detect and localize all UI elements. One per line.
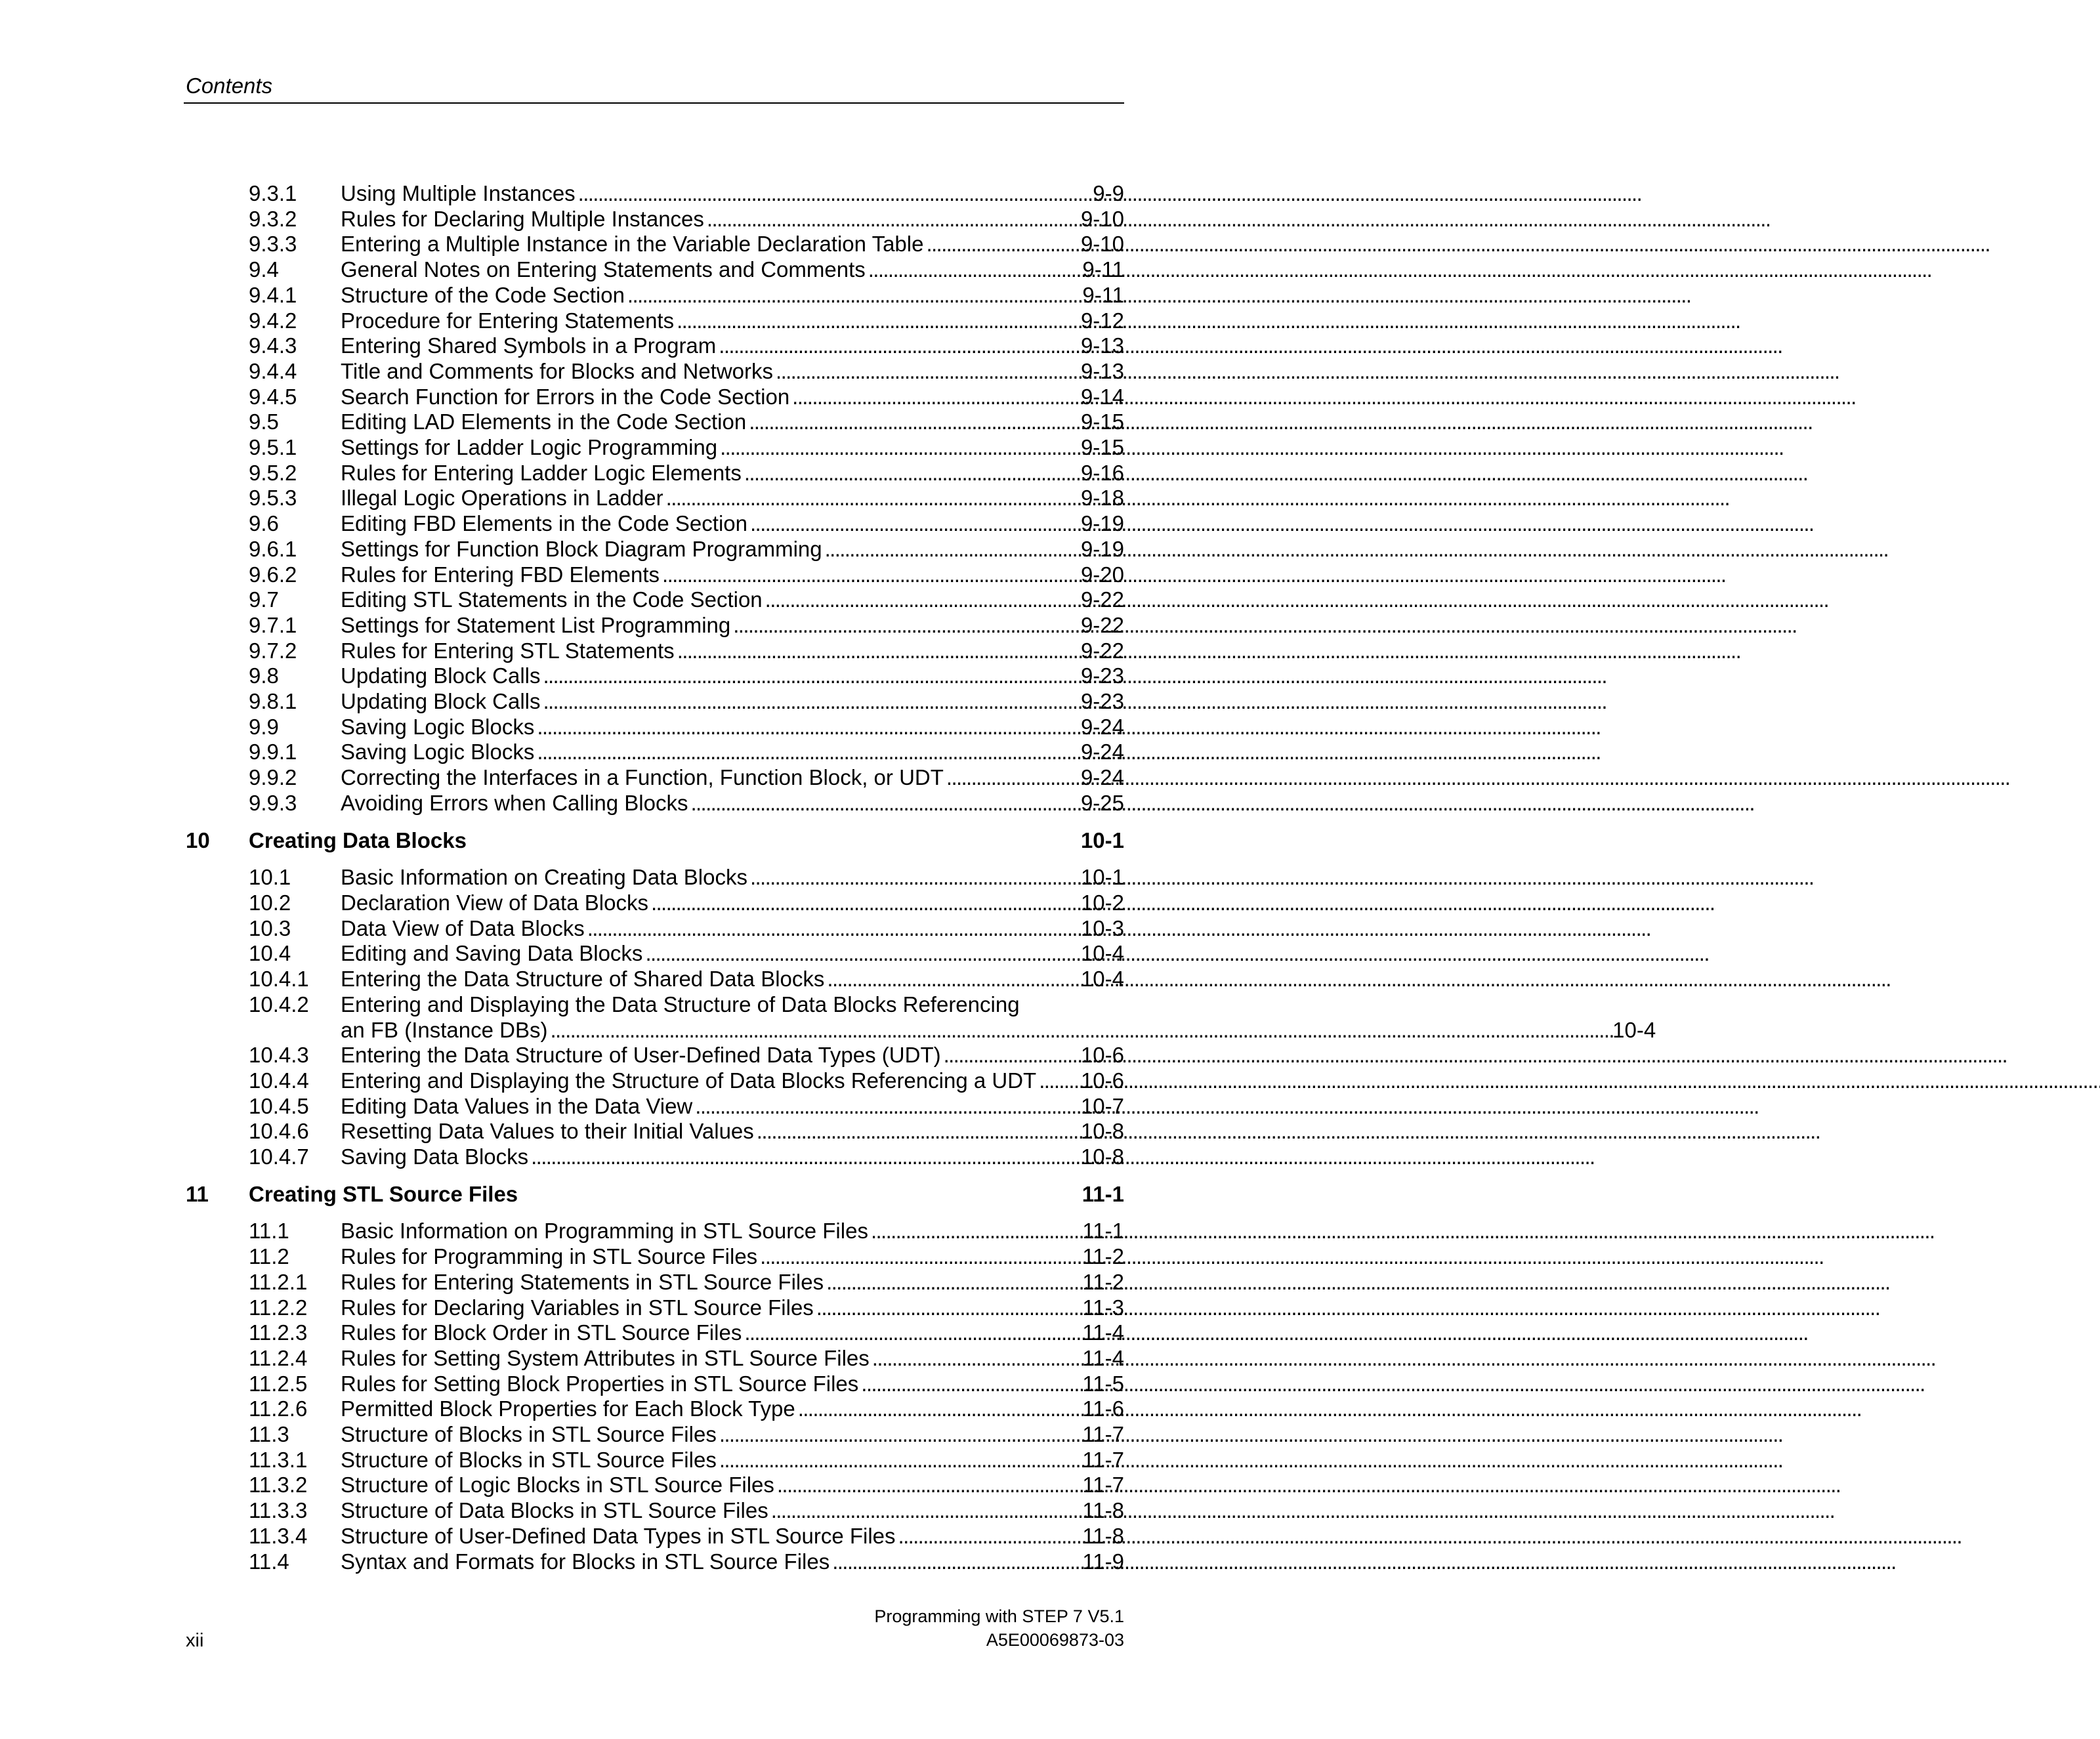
toc-entry-page: 11-4 (1082, 1345, 1124, 1370)
toc-chapter-page: 10-1 (1080, 828, 1124, 852)
toc-entry-title: Structure of the Code Section (341, 282, 625, 307)
toc-entry[interactable] (186, 435, 1124, 461)
toc-entry-page: 9-19 (1080, 536, 1124, 561)
toc-entry-title: Entering Shared Symbols in a Program (341, 333, 717, 358)
toc-chapter-page: 11-1 (1082, 1181, 1124, 1206)
toc-entry[interactable] (186, 333, 1124, 359)
toc-leader-dots (944, 1043, 1080, 1068)
toc-entry-number: 11.2.2 (249, 1295, 308, 1320)
toc-leader-dots (720, 435, 1080, 461)
toc-leader-dots (677, 639, 1080, 664)
toc-leader-dots (733, 613, 1080, 639)
toc-entry-number: 11.2.4 (249, 1345, 308, 1370)
toc-entry-number: 9.4.4 (249, 358, 297, 383)
footer-document-title: Programming with STEP 7 V5.1 (874, 1606, 1124, 1626)
toc-entry-title: Rules for Entering STL Statements (341, 638, 675, 663)
toc-chapter-title: Creating STL Source Files (249, 1181, 518, 1206)
toc-entry-title: Rules for Entering Statements in STL Source Files (341, 1269, 824, 1294)
toc-entry-number: 10.4.5 (249, 1093, 309, 1118)
toc-leader-dots (690, 791, 1079, 816)
toc-leader-dots (543, 689, 1079, 715)
toc-entry-number: 10.4 (249, 941, 291, 966)
toc-entry-number: 11.2.1 (249, 1269, 308, 1294)
toc-leader-dots (749, 409, 1080, 435)
toc-entry-number: 11.3.3 (249, 1498, 308, 1523)
toc-entry-number: 9.7 (249, 587, 279, 612)
toc-entry[interactable] (186, 1094, 1124, 1120)
toc-entry[interactable] (186, 890, 1124, 916)
toc-entry[interactable] (186, 181, 1124, 207)
toc-entry[interactable] (186, 1119, 1124, 1144)
toc-entry-number: 9.6.1 (249, 536, 297, 561)
toc-entry[interactable] (186, 1473, 1124, 1498)
toc-entry-title: Entering and Displaying the Structure of Data Blocks Referencing a UDT (341, 1068, 1037, 1093)
toc-entry-number: 9.5.2 (249, 460, 297, 485)
toc-entry-page: 9-13 (1080, 358, 1124, 383)
toc-entry-number: 9.9.1 (249, 740, 297, 765)
toc-entry-page: 9-11 (1082, 282, 1124, 307)
toc-leader-dots (926, 232, 1079, 257)
toc-leader-dots (825, 537, 1080, 562)
toc-entry-title: General Notes on Entering Statements and Comments (341, 257, 866, 282)
toc-entry-number: 9.8.1 (249, 689, 297, 714)
toc-entry-page: 9-18 (1080, 486, 1124, 511)
toc-entry-title: Settings for Ladder Logic Programming (341, 435, 718, 460)
toc-entry-title-continued: an FB (Instance DBs) (341, 1017, 548, 1042)
toc-entry-number: 10.4.7 (249, 1144, 309, 1169)
toc-entry-number: 9.4 (249, 257, 279, 282)
toc-entry-page: 10-6 (1080, 1068, 1124, 1093)
toc-entry[interactable] (186, 715, 1124, 740)
toc-leader-dots (872, 1346, 1082, 1372)
toc-leader-dots (777, 1473, 1082, 1498)
toc-entry-page: 9-14 (1080, 384, 1124, 409)
toc-entry[interactable] (186, 1448, 1124, 1473)
toc-entry-page: 10-8 (1080, 1119, 1124, 1144)
toc-entry[interactable] (186, 1320, 1124, 1346)
toc-entry-number: 9.8 (249, 663, 279, 688)
footer-page-number: xii (186, 1630, 204, 1651)
toc-leader-dots (816, 1295, 1082, 1321)
toc-entry-number: 9.3.2 (249, 206, 297, 231)
toc-entry-title: Illegal Logic Operations in Ladder (341, 486, 663, 511)
toc-leader-dots (1039, 1068, 1080, 1094)
toc-entry-page: 9-24 (1080, 740, 1124, 765)
toc-entry-page: 9-22 (1080, 587, 1124, 612)
toc-chapter-number: 10 (186, 828, 210, 852)
toc-entry-page: 11-8 (1082, 1498, 1124, 1523)
toc-entry[interactable] (186, 537, 1124, 562)
toc-entry[interactable] (186, 1270, 1124, 1295)
toc-leader-dots (578, 181, 1092, 207)
toc-entry-number: 10.3 (249, 915, 291, 940)
toc-leader-dots (946, 765, 1080, 791)
toc-entry[interactable] (186, 791, 1124, 816)
toc-entry-number: 11.1 (249, 1219, 289, 1244)
toc-entry-number: 10.4.3 (249, 1043, 309, 1068)
toc-leader-dots (826, 1270, 1081, 1295)
toc-entry-number: 9.5.1 (249, 435, 297, 460)
toc-entry-title: Resetting Data Values to their Initial Values (341, 1119, 754, 1144)
toc-entry-title: Search Function for Errors in the Code Section (341, 384, 790, 409)
toc-entry[interactable] (186, 461, 1124, 486)
toc-entry[interactable] (186, 1549, 1124, 1575)
toc-entry[interactable] (186, 1396, 1124, 1422)
toc-entry-page: 10-3 (1080, 915, 1124, 940)
toc-entry[interactable] (186, 562, 1124, 588)
toc-entry-title: Declaration View of Data Blocks (341, 890, 648, 915)
toc-entry-number: 9.3.3 (249, 232, 297, 257)
toc-entry-page: 9-23 (1080, 663, 1124, 688)
toc-entry-page: 9-22 (1080, 638, 1124, 663)
toc-entry-title: Basic Information on Programming in STL Source Files (341, 1219, 868, 1244)
toc-entry-page: 9-20 (1080, 562, 1124, 587)
toc-entry-title: Basic Information on Creating Data Blocks (341, 865, 747, 890)
toc-entry-title: Rules for Declaring Multiple Instances (341, 206, 704, 231)
toc-entry-number: 9.4.3 (249, 333, 297, 358)
toc-chapter-heading[interactable] (186, 1182, 1124, 1207)
toc-entry[interactable] (186, 1144, 1124, 1170)
toc-entry-page: 10-6 (1080, 1043, 1124, 1068)
page-header-title: Contents (186, 73, 273, 98)
toc-entry-number: 9.5 (249, 409, 279, 434)
toc-entry-title: Structure of Data Blocks in STL Source Files (341, 1498, 768, 1523)
toc-leader-dots (627, 283, 1081, 308)
toc-entry-number: 11.2.3 (249, 1320, 308, 1345)
toc-entry-title: Structure of User-Defined Data Types in STL Source Files (341, 1523, 896, 1548)
toc-entry[interactable] (186, 765, 1124, 791)
toc-entry[interactable] (186, 740, 1124, 765)
toc-entry[interactable] (186, 1372, 1124, 1397)
toc-entry[interactable] (186, 967, 1124, 992)
toc-leader-dots (757, 1119, 1080, 1144)
toc-entry-page: 9-15 (1080, 409, 1124, 434)
toc-entry-title: Entering the Data Structure of User-Defined Data Types (UDT) (341, 1043, 941, 1068)
header-divider (184, 102, 1124, 104)
toc-entry-title: Settings for Statement List Programming (341, 612, 731, 637)
toc-chapter-heading[interactable] (186, 828, 1124, 854)
footer-document-id: A5E00069873-03 (986, 1630, 1124, 1650)
toc-leader-dots (898, 1524, 1082, 1549)
toc-entry-number: 10.1 (249, 865, 291, 890)
toc-entry[interactable] (186, 207, 1124, 232)
toc-leader-dots (760, 1244, 1081, 1270)
toc-entry-page: 9-16 (1080, 460, 1124, 485)
toc-entry-number: 9.6 (249, 511, 279, 536)
toc-leader-dots (719, 1448, 1082, 1473)
toc-entry-title: Correcting the Interfaces in a Function, Function Block, or UDT (341, 765, 944, 790)
toc-entry-title: Updating Block Calls (341, 689, 541, 714)
toc-entry[interactable] (186, 257, 1124, 283)
toc-leader-dots (651, 890, 1080, 916)
toc-entry[interactable] (186, 486, 1124, 511)
toc-entry-number: 9.4.5 (249, 384, 297, 409)
toc-entry-title: Editing FBD Elements in the Code Section (341, 511, 747, 536)
toc-entry-title: Rules for Entering FBD Elements (341, 562, 660, 587)
toc-entry-page: 11-6 (1082, 1396, 1124, 1421)
toc-entry-page: 11-2 (1082, 1269, 1124, 1294)
toc-leader-dots (868, 257, 1082, 283)
toc-entry[interactable] (186, 232, 1124, 257)
toc-leader-dots (750, 865, 1080, 890)
toc-entry-page: 9-11 (1082, 257, 1124, 282)
toc-entry-title: Structure of Logic Blocks in STL Source Files (341, 1473, 774, 1498)
toc-entry[interactable] (186, 916, 1124, 942)
toc-leader-dots (531, 1144, 1080, 1170)
toc-entry[interactable] (186, 1295, 1124, 1321)
toc-entry-number: 11.2 (249, 1244, 289, 1269)
toc-entry[interactable] (186, 587, 1124, 613)
toc-entry-title: Settings for Function Block Diagram Programming (341, 536, 822, 561)
toc-entry-number: 9.9.2 (249, 765, 297, 790)
toc-entry-title: Using Multiple Instances (341, 181, 576, 205)
toc-entry[interactable] (186, 941, 1124, 967)
toc-entry-page: 10-2 (1080, 890, 1124, 915)
toc-entry-number: 9.9 (249, 714, 279, 739)
toc-entry-title: Updating Block Calls (341, 663, 541, 688)
toc-leader-dots (719, 333, 1080, 359)
toc-entry-page: 10-4 (1080, 967, 1124, 992)
toc-entry-title: Editing Data Values in the Data View (341, 1093, 693, 1118)
toc-leader-dots (861, 1372, 1081, 1397)
toc-entry-number: 9.4.2 (249, 308, 297, 333)
toc-leader-dots (792, 385, 1080, 410)
toc-leader-dots (537, 740, 1080, 765)
toc-entry-title: Rules for Programming in STL Source Files (341, 1244, 758, 1269)
toc-leader-dots (827, 967, 1080, 992)
toc-entry[interactable] (186, 992, 1656, 1043)
toc-entry-page: 9-23 (1080, 689, 1124, 714)
toc-leader-dots (719, 1422, 1082, 1448)
toc-entry-title: Rules for Declaring Variables in STL Source Files (341, 1295, 814, 1320)
toc-entry[interactable] (186, 663, 1124, 689)
toc-entry[interactable] (186, 385, 1124, 410)
toc-chapter-number: 11 (186, 1181, 209, 1206)
toc-entry-number: 10.4.6 (249, 1119, 309, 1144)
toc-entry[interactable] (186, 1068, 1124, 1094)
toc-entry-page: 11-3 (1082, 1295, 1124, 1320)
toc-entry-title: Permitted Block Properties for Each Block Type (341, 1396, 795, 1421)
toc-entry-number: 10.4.4 (249, 1068, 309, 1093)
toc-leader-dots (744, 1320, 1081, 1346)
toc-entry-title: Editing and Saving Data Blocks (341, 941, 643, 966)
toc-entry-page: 9-13 (1080, 333, 1124, 358)
toc-entry-number: 10.4.2 (249, 992, 309, 1016)
toc-entry-page: 10-1 (1080, 865, 1124, 890)
toc-entry-page: 10-7 (1080, 1093, 1124, 1118)
table-of-contents (186, 181, 1656, 1574)
toc-leader-dots (645, 941, 1080, 967)
toc-entry-number: 9.3.1 (249, 181, 297, 205)
toc-entry-title: Entering and Displaying the Data Structure of Data Blocks Referencing (341, 992, 1020, 1016)
toc-entry[interactable] (186, 359, 1124, 385)
toc-leader-dots (832, 1549, 1081, 1575)
toc-leader-dots (695, 1094, 1080, 1120)
toc-entry[interactable] (186, 308, 1124, 334)
toc-entry-title: Title and Comments for Blocks and Networks (341, 358, 774, 383)
toc-entry[interactable] (186, 1346, 1124, 1372)
toc-leader-dots (771, 1498, 1082, 1524)
toc-entry-number: 9.4.1 (249, 282, 297, 307)
toc-leader-dots (537, 715, 1080, 740)
toc-entry-number: 10.4.1 (249, 967, 309, 992)
toc-entry[interactable] (186, 1422, 1124, 1448)
toc-entry-page: 9-24 (1080, 765, 1124, 790)
toc-leader-dots (744, 461, 1080, 486)
toc-entry-title: Data View of Data Blocks (341, 915, 585, 940)
toc-entry-title: Entering a Multiple Instance in the Variable Declaration Table (341, 232, 924, 257)
toc-entry-page: 9-10 (1080, 206, 1124, 231)
toc-leader-dots (776, 359, 1080, 385)
toc-entry-page: 11-5 (1082, 1371, 1124, 1396)
toc-entry-page: 9-19 (1080, 511, 1124, 536)
toc-entry-title: Procedure for Entering Statements (341, 308, 675, 333)
toc-entry-page: 9-24 (1080, 714, 1124, 739)
toc-leader-dots (871, 1219, 1081, 1244)
toc-entry-number: 11.3 (249, 1422, 289, 1447)
toc-entry-page: 11-1 (1082, 1219, 1124, 1244)
toc-entry-page: 11-7 (1082, 1422, 1124, 1447)
toc-entry[interactable] (186, 511, 1124, 537)
toc-entry-title: Structure of Blocks in STL Source Files (341, 1447, 717, 1472)
toc-entry-number: 11.2.6 (249, 1396, 308, 1421)
toc-leader-dots (543, 663, 1079, 689)
toc-entry-title: Syntax and Formats for Blocks in STL Source Files (341, 1549, 830, 1574)
toc-entry-number: 9.7.2 (249, 638, 297, 663)
toc-entry[interactable] (186, 1524, 1124, 1549)
toc-entry-page: 9-12 (1080, 308, 1124, 333)
toc-entry-title: Avoiding Errors when Calling Blocks (341, 790, 688, 815)
toc-entry[interactable] (186, 1219, 1124, 1244)
toc-entry-page: 9-25 (1080, 790, 1124, 815)
toc-entry-page: 11-4 (1082, 1320, 1124, 1345)
toc-leader-dots (677, 308, 1080, 334)
toc-entry-page: 9-22 (1080, 612, 1124, 637)
toc-entry[interactable] (186, 1043, 1124, 1068)
toc-leader-dots (662, 562, 1080, 588)
toc-leader-dots (765, 587, 1080, 613)
toc-entry[interactable] (186, 409, 1124, 435)
toc-entry-title: Entering the Data Structure of Shared Data Blocks (341, 967, 825, 992)
toc-entry-number: 9.5.3 (249, 486, 297, 511)
toc-entry-number: 11.4 (249, 1549, 289, 1574)
toc-entry-title: Saving Logic Blocks (341, 714, 535, 739)
toc-entry[interactable] (186, 613, 1124, 639)
toc-entry[interactable] (186, 1244, 1124, 1270)
toc-chapter-title: Creating Data Blocks (249, 828, 467, 852)
toc-leader-dots (550, 1018, 1611, 1043)
toc-entry-title: Editing LAD Elements in the Code Section (341, 409, 747, 434)
toc-entry-number: 11.3.1 (249, 1447, 308, 1472)
toc-leader-dots (750, 511, 1080, 537)
toc-entry-number: 11.3.4 (249, 1523, 308, 1548)
toc-entry[interactable] (186, 865, 1124, 890)
toc-entry-title: Structure of Blocks in STL Source Files (341, 1422, 717, 1447)
toc-entry-number: 9.9.3 (249, 790, 297, 815)
toc-entry-page: 11-7 (1082, 1447, 1124, 1472)
toc-entry-number: 9.7.1 (249, 612, 297, 637)
toc-entry-title: Rules for Entering Ladder Logic Elements (341, 460, 742, 485)
toc-entry-number: 11.2.5 (249, 1371, 308, 1396)
toc-entry-number: 11.3.2 (249, 1473, 308, 1498)
toc-entry-number: 9.6.2 (249, 562, 297, 587)
toc-entry[interactable] (186, 283, 1124, 308)
toc-entry-page: 10-4 (1612, 1017, 1656, 1042)
toc-entry-page: 9-15 (1080, 435, 1124, 460)
toc-entry[interactable] (186, 689, 1124, 715)
toc-entry-page: 11-2 (1082, 1244, 1124, 1269)
toc-entry-title: Saving Data Blocks (341, 1144, 529, 1169)
toc-entry-title: Rules for Block Order in STL Source Files (341, 1320, 742, 1345)
toc-leader-dots (707, 207, 1080, 232)
toc-entry-page: 10-8 (1080, 1144, 1124, 1169)
toc-entry-title: Rules for Setting Block Properties in STL Source Files (341, 1371, 859, 1396)
toc-entry-number: 10.2 (249, 890, 291, 915)
toc-entry[interactable] (186, 1498, 1124, 1524)
toc-leader-dots (666, 486, 1080, 511)
toc-entry-page: 10-4 (1080, 941, 1124, 966)
toc-entry-title: Saving Logic Blocks (341, 740, 535, 765)
toc-entry-page: 11-7 (1082, 1473, 1124, 1498)
toc-entry-title: Rules for Setting System Attributes in STL Source Files (341, 1345, 870, 1370)
toc-entry[interactable] (186, 639, 1124, 664)
toc-leader-dots (587, 916, 1080, 942)
toc-entry-page: 9-10 (1080, 232, 1124, 257)
toc-leader-dots (798, 1396, 1082, 1422)
toc-entry-page: 11-9 (1082, 1549, 1124, 1574)
toc-entry-page: 11-8 (1082, 1523, 1124, 1548)
toc-entry-page: 9-9 (1093, 181, 1124, 205)
toc-entry-title: Editing STL Statements in the Code Section (341, 587, 763, 612)
